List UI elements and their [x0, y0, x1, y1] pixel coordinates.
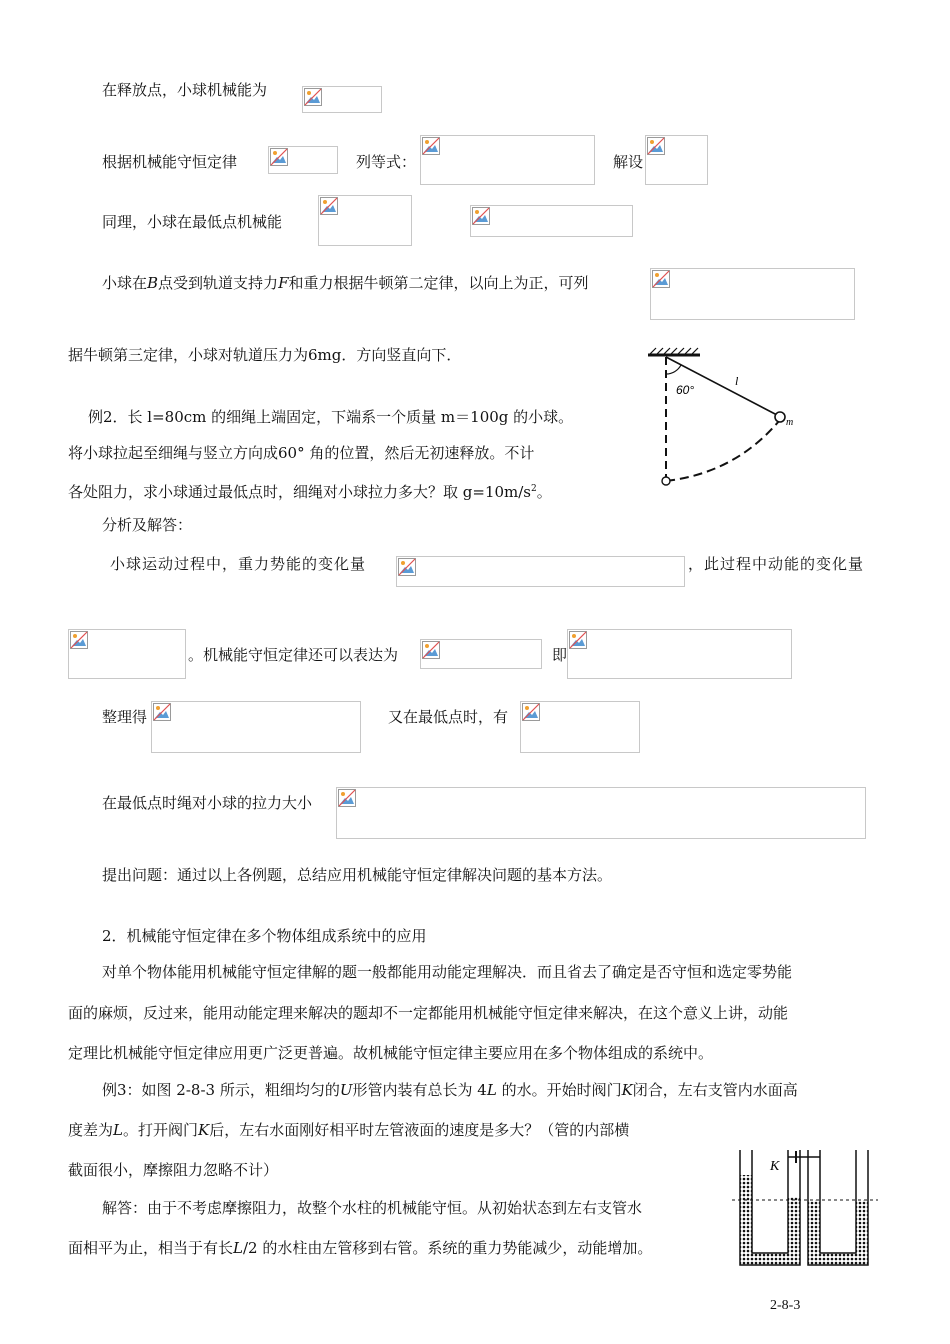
formula-image-placeholder	[336, 787, 866, 839]
paragraph-line2: 面的麻烦，反过来，能用动能定理来解决的题却不一定都能用机械能守恒定律来解决，在这个意义上讲，动能	[68, 1004, 789, 1022]
formula-image-placeholder	[420, 135, 595, 185]
broken-image-icon	[472, 207, 490, 225]
broken-image-icon	[304, 88, 322, 106]
broken-image-icon	[338, 789, 356, 807]
text-support-force: 小球在B点受到轨道支持力F和重力根据牛顿第二定律，以向上为正，可列	[102, 274, 589, 292]
question-text: 提出问题：通过以上各例题，总结应用机械能守恒定律解决问题的基本方法。	[102, 866, 613, 884]
mass-label: m	[786, 417, 794, 428]
broken-image-icon	[70, 631, 88, 649]
figure-caption: 2-8-3	[770, 1298, 801, 1313]
text-tension: 在最低点时绳对小球的拉力大小	[102, 794, 313, 812]
broken-image-icon	[270, 148, 288, 166]
broken-image-icon	[320, 197, 338, 215]
broken-image-icon	[422, 641, 440, 659]
formula-image-placeholder	[396, 556, 685, 587]
pendulum-figure	[640, 345, 800, 490]
paragraph-line3: 定理比机械能守恒定律应用更广泛更普遍。故机械能守恒定律主要应用在多个物体组成的系统中。	[68, 1044, 714, 1062]
formula-image-placeholder	[302, 86, 382, 113]
example2-line1: 例2．长 l=80cm 的细绳上端固定，下端系一个质量 m＝100g 的小球。	[88, 408, 574, 426]
solution-line2: 面相平为止，相当于有长L/2 的水柱由左管移到右管。系统的重力势能减少，动能增加。	[68, 1239, 653, 1257]
solution-line1: 解答：由于不考虑摩擦阻力，故整个水柱的机械能守恒。从初始状态到左右支管水	[102, 1199, 643, 1217]
rope-label: l	[735, 374, 739, 388]
formula-image-placeholder	[68, 629, 186, 679]
u-tube-figure	[730, 1145, 880, 1270]
formula-image-placeholder	[645, 135, 708, 185]
formula-image-placeholder	[420, 639, 542, 669]
broken-image-icon	[522, 703, 540, 721]
example2-line3: 各处阻力，求小球通过最低点时，细绳对小球拉力多大？取 $g=10m/s^2$。	[68, 483, 552, 501]
text-at-lowest: 又在最低点时，有	[388, 708, 509, 726]
analysis-heading: 分析及解答：	[102, 516, 193, 534]
example3-line1: 例3：如图 2-8-3 所示，粗细均匀的U形管内装有总长为 4L 的水。开始时阀门K闭合，左右支管内水面高	[102, 1081, 798, 1099]
text-potential-change: 小球运动过程中，重力势能的变化量	[110, 555, 367, 573]
broken-image-icon	[569, 631, 587, 649]
broken-image-icon	[153, 703, 171, 721]
text-rearrange: 整理得	[102, 708, 148, 726]
text-namely: 即	[552, 646, 568, 664]
broken-image-icon	[398, 558, 416, 576]
text-release-point: 在释放点，小球机械能为	[102, 81, 268, 99]
section-heading: 2．机械能守恒定律在多个物体组成系统中的应用	[102, 927, 427, 945]
valve-label: K	[770, 1159, 780, 1174]
text-kinetic-change: ，此过程中动能的变化量	[688, 555, 865, 573]
example2-line2: 将小球拉起至细绳与竖立方向成60° 角的位置，然后无初速释放。不计	[68, 444, 535, 462]
text-conservation-law: 根据机械能守恒定律	[102, 153, 238, 171]
broken-image-icon	[647, 137, 665, 155]
example3-line2: 度差为L。打开阀门K后，左右水面刚好相平时左管液面的速度是多大？（管的内部横	[68, 1121, 630, 1139]
angle-label: 60°	[676, 383, 695, 397]
formula-image-placeholder	[567, 629, 792, 679]
text-lowest-point: 同理，小球在最低点机械能	[102, 213, 283, 231]
formula-image-placeholder	[650, 268, 855, 320]
example3-line3: 截面很小，摩擦阻力忽略不计）	[68, 1161, 279, 1179]
text-alt-expression: 。机械能守恒定律还可以表达为	[188, 646, 399, 664]
broken-image-icon	[652, 270, 670, 288]
formula-image-placeholder	[151, 701, 361, 753]
formula-image-placeholder	[268, 146, 338, 174]
formula-image-placeholder	[318, 195, 412, 246]
text-solve: 解设	[613, 153, 644, 171]
formula-image-placeholder	[470, 205, 633, 237]
text-equation: 列等式：	[356, 153, 417, 171]
text-third-law: 据牛顿第三定律，小球对轨道压力为6mg．方向竖直向下．	[68, 346, 462, 364]
formula-image-placeholder	[520, 701, 640, 753]
paragraph-line1: 对单个物体能用机械能守恒定律解的题一般都能用动能定理解决．而且省去了确定是否守恒和选定零势能	[102, 963, 793, 981]
broken-image-icon	[422, 137, 440, 155]
